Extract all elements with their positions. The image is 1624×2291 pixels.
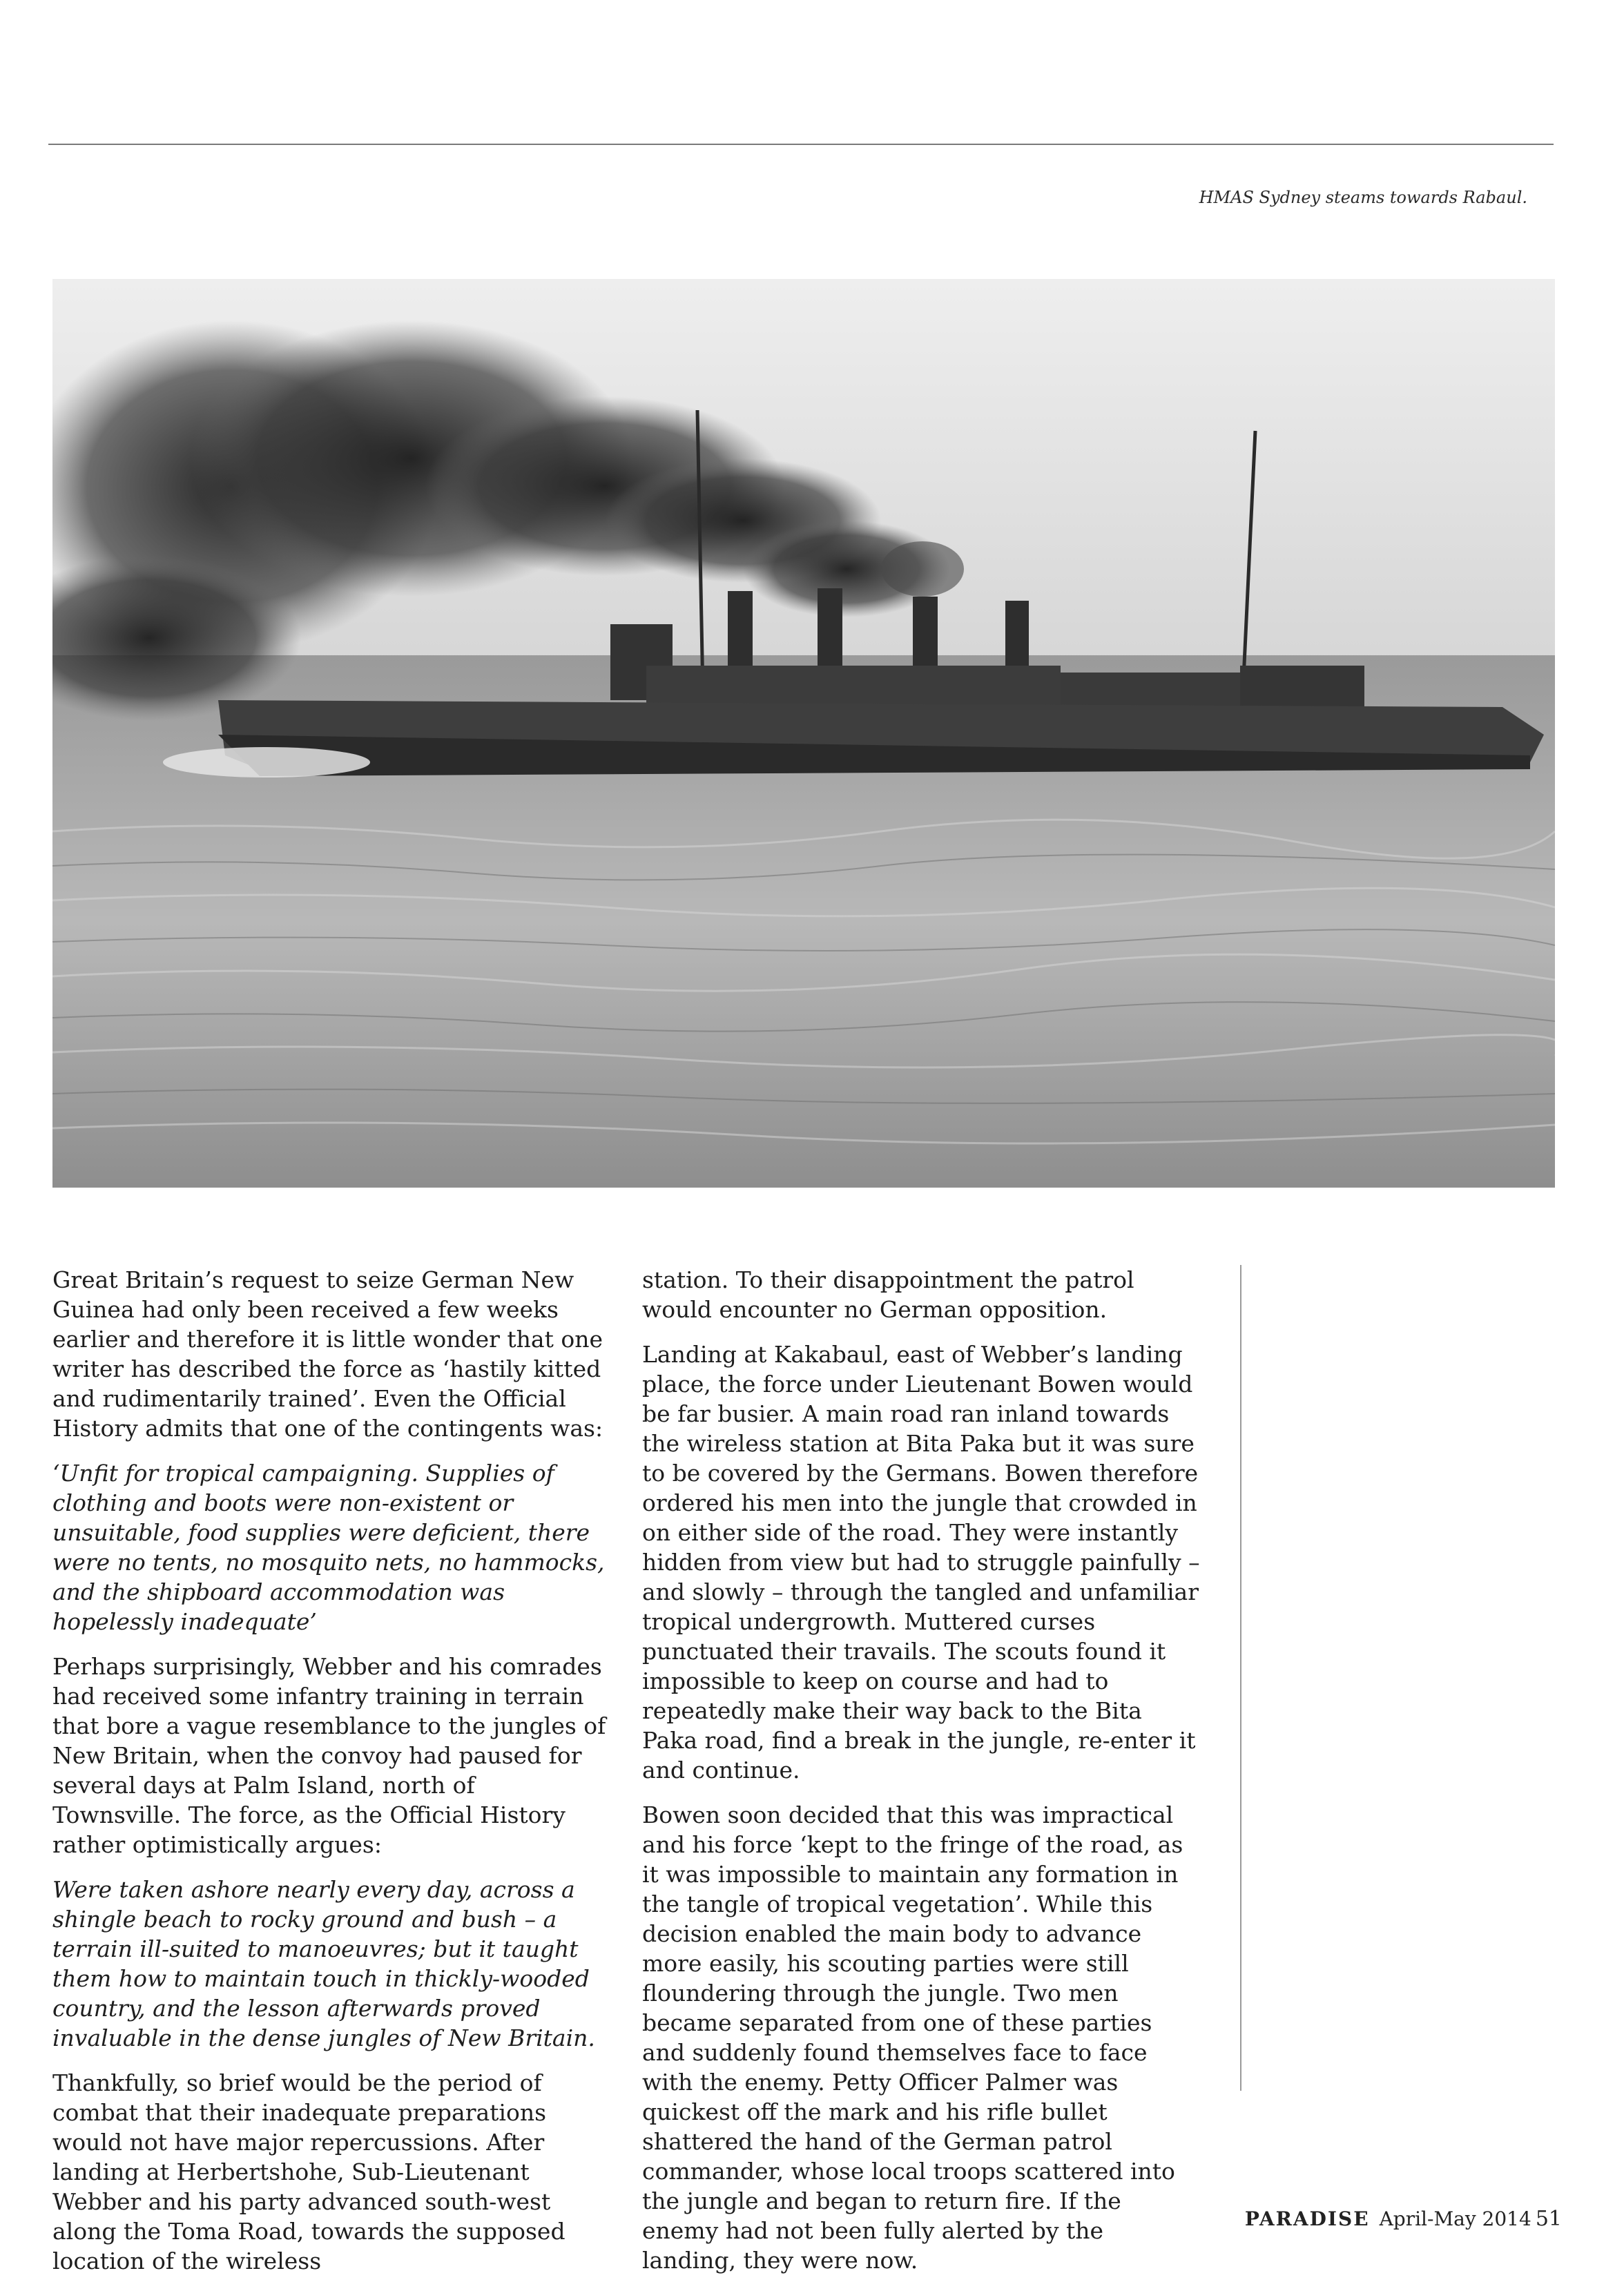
text-column-2 — [642, 1265, 1201, 2290]
paragraph: Bowen soon decided that this was impractical and his force ‘kept to the fringe of the road, as it was impossible to maintain any formation in the tangle of tropical vegetation’. While this decision enabled the main body to advance more easily, his scouting parties were still floundering through the jungle. Two men became separated from one of these parties and suddenly found themselves face to face with the enemy. Petty Officer Palmer was quickest off the mark and his rifle bullet shattered the hand of the German patrol commander, whose local troops scattered into the jungle and began to return fire. If the enemy had not been fully alerted by the landing, they were now. — [642, 1801, 1183, 2274]
ship-photograph — [52, 279, 1555, 1188]
paragraph: Great Britain’s request to seize German New Guinea had only been received a few weeks earlier and therefore it is little wonder that one writer has described the force as ‘hastily kitted and rudimentarily trained’. Even the Official History admits that one of the contingents was: — [52, 1266, 603, 1442]
issue-date: April-May 2014 — [1379, 2207, 1531, 2230]
page-footer — [1245, 2207, 1562, 2231]
magazine-name: PARADISE — [1244, 2207, 1370, 2230]
text-column-1 — [52, 1265, 610, 2291]
paragraph: station. To their disappointment the patrol would encounter no German opposition. — [642, 1266, 1134, 1323]
paragraph: Landing at Kakabaul, east of Webber’s landing place, the force under Lieutenant Bowen would be far busier. A main road ran inland towards the wireless station at Bita Paka but it was sure to be covered by the Germans. Bowen therefore ordered his men into the jungle that crowded in on either side of the road. They were instantly hidden from view but had to struggle painfully – and slowly – through the tangled and unfamiliar tropical undergrowth. Muttered curses punctuated their travails. The scouts found it impossible to keep on course and had to repeatedly make their way back to the Bita Paka road, find a break in the jungle, re-enter it and continue. — [642, 1341, 1200, 1784]
paragraph: Thankfully, so brief would be the period of combat that their inadequate preparations would not have major repercussions. After landing at Herbertshohe, Sub-Lieutenant Webber and his party advanced south-west along the Toma Road, towards the supposed location of the wireless — [52, 2069, 566, 2274]
top-rule — [48, 144, 1554, 145]
block-quote: Were taken ashore nearly every day, across a shingle beach to rocky ground and bush – a terrain ill-suited to manoeuvres; but it taught them how to maintain touch in thickly-wooded country, and the lesson afterwards proved invaluable in the dense jungles of New Britain. — [52, 1876, 595, 2051]
paragraph: Perhaps surprisingly, Webber and his comrades had received some infantry training in terrain that bore a vague resemblance to the jungles of New Britain, when the convoy had paused for several days at Palm Island, north of Townsville. The force, as the Official History rather optimistically argues: — [52, 1653, 606, 1858]
photo-caption: HMAS Sydney steams towards Rabaul. — [1199, 188, 1527, 207]
block-quote: ‘Unfit for tropical campaigning. Supplies of clothing and boots were non-existent or unsuitable, food supplies were deficient, there were no tents, no mosquito nets, no hammocks, and the shipboard accommodation was hopelessly inadequate’ — [52, 1460, 605, 1635]
page-number: 51 — [1535, 2207, 1562, 2231]
column-divider — [1240, 1265, 1241, 2091]
